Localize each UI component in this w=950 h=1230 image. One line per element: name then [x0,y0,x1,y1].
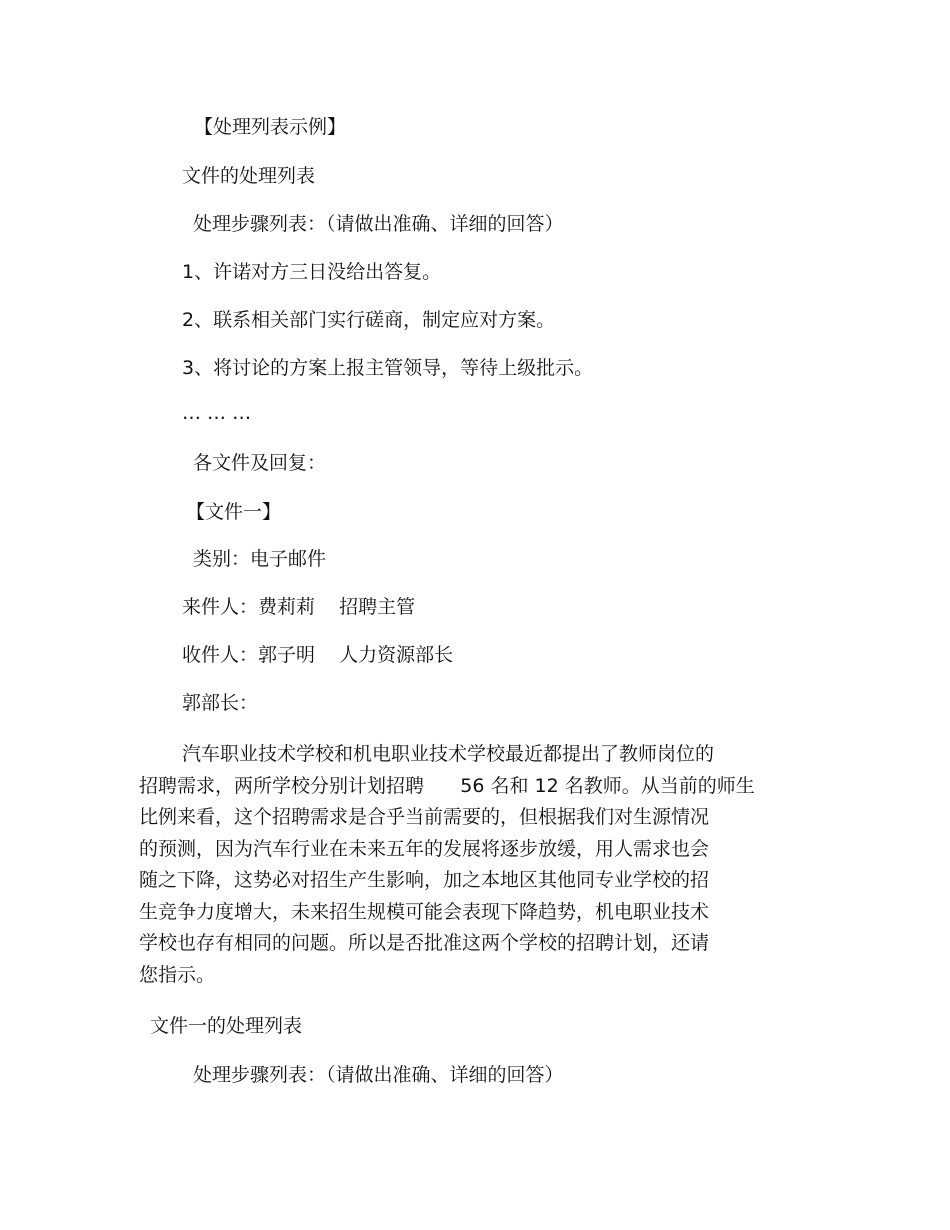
example-step-3: 3、将讨论的方案上报主管领导，等待上级批示。 [182,357,594,379]
body-line: 招聘需求，两所学校分别计划招聘 56 名和 12 名教师。从当前的师生 [139,774,755,797]
body-line: 比例来看，这个招聘需求是合乎当前需要的，但根据我们对生源情况 [139,806,710,828]
body-line: 随之下降，这势必对招生产生影响，加之本地区其他同专业学校的招 [139,869,710,891]
steps-label: 处理步骤列表：（请做出准确、详细的回答） [193,213,564,235]
body-line: 的预测，因为汽车行业在未来五年的发展将逐步放缓，用人需求也会 [139,837,710,860]
example-list-title: 文件的处理列表 [182,165,316,187]
body-line: 您指示。 [139,963,216,986]
document-body [139,739,799,991]
body-line: 汽车职业技术学校和机电职业技术学校最近都提出了教师岗位的 [182,743,715,765]
ellipsis: … … … [182,402,252,424]
document-category: 类别：电子邮件 [193,548,327,570]
document-sender: 来件人：费莉莉 招聘主管 [182,596,416,618]
body-line: 生竞争力度增大，未来招生规模可能会表现下降趋势，机电职业技术 [139,900,710,923]
document-salutation: 郭部长： [182,692,259,714]
example-heading: 【处理列表示例】 [194,116,347,138]
document-recipient: 收件人：郭子明 人力资源部长 [182,644,454,666]
document-one-title: 【文件一】 [186,501,282,523]
example-step-2: 2、联系相关部门实行磋商，制定应对方案。 [182,309,556,331]
document-one-list-title: 文件一的处理列表 [150,1015,303,1037]
documents-heading: 各文件及回复： [193,452,327,474]
body-line: 学校也存有相同的问题。所以是否批准这两个学校的招聘计划，还请 [139,932,710,954]
example-step-1: 1、许诺对方三日没给出答复。 [182,261,442,283]
document-one-steps-label: 处理步骤列表：（请做出准确、详细的回答） [193,1064,564,1086]
